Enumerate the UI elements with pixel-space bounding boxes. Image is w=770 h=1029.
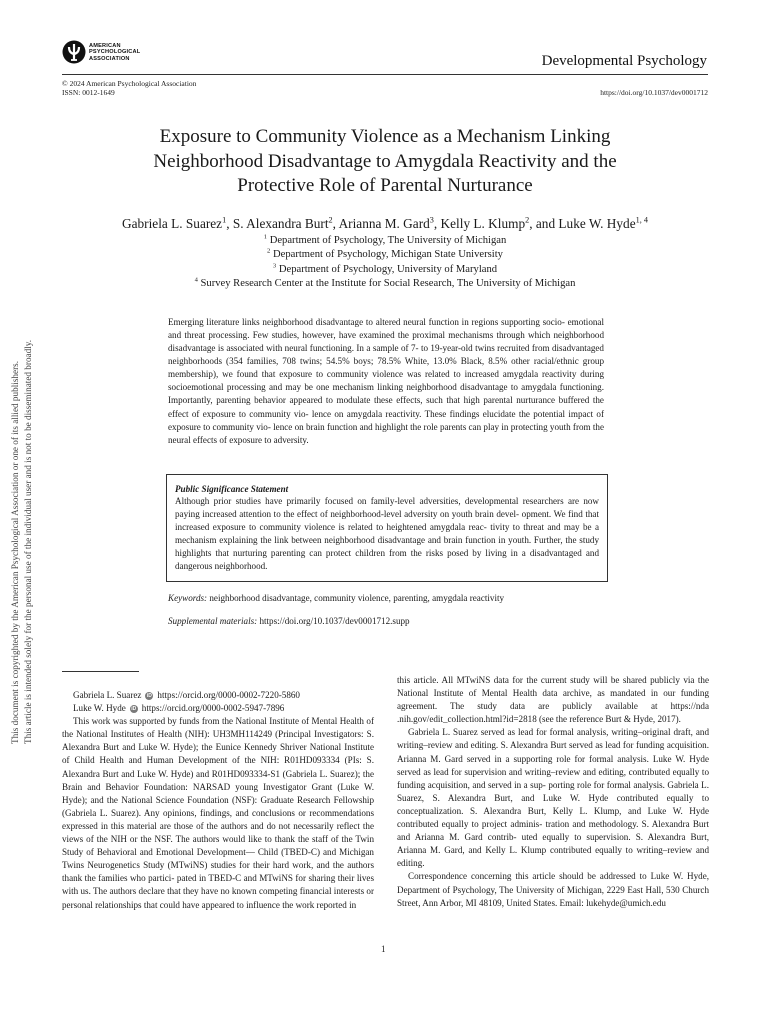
text-line: twins recruited from disadvantaged neighborhoods (354 families, 708 twins; 54.5% boys; 78.5% White, — [168, 343, 604, 367]
text-line: R01HD093334-S1 (Gabriela L. Suarez); the Brain and Behavior Foundation: — [62, 768, 374, 792]
author: Arianna M. Gard$^3$, — [338, 215, 441, 231]
watermark-line-2: This article is intended solely for the personal use of the individual user and is not to be disseminated broadly. — [23, 339, 33, 744]
publisher-wordmark: AMERICAN PSYCHOLOGICAL ASSOCIATION — [89, 43, 141, 62]
copyright-notice: © 2024 American Psychological Association — [62, 79, 197, 88]
text-line: draft, and writing–review and editing. S. Alexandra Burt served as lead for — [397, 727, 709, 751]
text-line: modulate these effects, such that high parental nurturance buffered the effect of exposure to community vio- — [168, 395, 604, 419]
keywords-label: Keywords: — [168, 593, 208, 603]
text-line: opment. We find that increased exposure to community violence is related to heightened amygdala reac- — [175, 509, 599, 533]
supplemental-link[interactable]: https://doi.org/10.1037/dev0001712.supp — [259, 616, 410, 626]
watermark-line-1: This document is copyrighted by the American Psychological Association or one of its allied publishers. — [10, 361, 20, 744]
affiliation: $^2$ Department of Psychology, Michigan State University — [267, 247, 503, 261]
text-line: was related to increased amygdala reactivity during socioemotional processing and may be one mechanism — [168, 369, 604, 393]
text-line: our funding agreement. The study data are publicly available at https://nda — [397, 688, 709, 712]
orcid-icon: iD — [131, 705, 137, 712]
issn: ISSN: 0012-1649 — [62, 87, 115, 97]
text-line: from the risks posed by living in a disadvantaged and dangerous neighborhood. — [175, 548, 599, 572]
text-line: .nih.gov/edit_collection.html?id=2818 (see the reference Burt & Hyde, — [397, 714, 656, 725]
text-line: expressed in this material are those of the authors and do not necessarily — [62, 820, 334, 831]
text-line: lence on brain function and highlight the role parents can play in protecting youth from the neural effects of — [168, 421, 604, 445]
doi-link[interactable]: https://doi.org/10.1037/dev0001712 — [600, 88, 708, 97]
text-line: 13.0% Black, 8.5% other racial/ethnic group membership), we found that exposure to community violence — [168, 356, 604, 380]
text-line: emotional and threat processing. Few studies, however, have examined the proximal mechanisms through — [168, 317, 604, 341]
publication-meta — [62, 80, 196, 97]
text-line: funding acquisition. Arianna M. Gard served in a supporting role for formal — [397, 740, 710, 764]
text-line: and editing, contributed equally to funding acquisition, and served in a sup- — [397, 766, 710, 790]
text-line: L. Suarez). Any opinions, findings, and conclusions or recommendations — [99, 807, 374, 818]
text-line: reflect the views of the NIH or the NSF. The authors would like to thank — [62, 820, 375, 845]
public-significance-box — [166, 474, 608, 582]
text-line: relationships that could have appeared to influence the work reported in — [95, 899, 357, 910]
journal-name: Developmental Psychology — [541, 53, 707, 69]
text-line: Kelly L. Klump contributed equally to writing–review and editing. — [397, 845, 709, 869]
text-line: lence on amygdala reactivity. These findings elucidate the potential impact of exposure to community vio- — [168, 408, 604, 432]
keywords — [168, 593, 504, 603]
copyright-watermark — [0, 0, 50, 1024]
text-line: Science Foundation (NSF): Graduate Research Fellowship (Gabriela — [62, 794, 374, 818]
orcid-entry: Luke W. Hyde iD https://orcid.org/0000-0002-5947-7896 — [62, 702, 374, 715]
supplemental-materials — [168, 616, 410, 626]
text-line: Kelly L. Klump, and Luke W. Hyde contributed equally to project adminis- — [397, 805, 710, 830]
contributions-note — [397, 726, 709, 870]
footnote-rule — [62, 671, 139, 672]
author: Luke W. Hyde$^{1, 4}$ — [558, 215, 648, 231]
text-line: lukehyde@umich.edu — [586, 897, 666, 908]
public-significance-text — [175, 495, 599, 574]
title-line: Protective Role of Parental Nurturance — [237, 175, 533, 196]
text-line: Emerging literature links neighborhood disadvantage to altered neural function in regions supporting socio- — [168, 317, 565, 327]
supplemental-label: Supplemental materials: — [168, 616, 258, 626]
text-line: which neighborhood disadvantage is associated with neural functioning. In a sample of 7- to 19-year-old — [168, 330, 604, 354]
author: S. Alexandra Burt$^2$, — [232, 215, 339, 231]
text-line: Investigators: S. Alexandra Burt and Luke W. Hyde); the Eunice Kennedy — [62, 729, 374, 753]
text-line: exposure to adversity. — [229, 434, 309, 445]
header-rule — [62, 74, 708, 75]
text-line: Correspondence concerning this article should be addressed to Luke — [408, 871, 670, 882]
data-sharing-note — [397, 674, 709, 726]
author: Gabriela L. Suarez$^1$, — [122, 215, 233, 231]
text-line: uted equally to supervision. S. Alexandra Burt, Arianna M. Gard, and — [397, 832, 710, 856]
text-line: 2017). — [657, 714, 681, 725]
text-line: tivity to threat and may be a mechanism explaining the link between neighborhood disadvantage and — [175, 522, 599, 546]
psi-icon — [62, 40, 86, 64]
text-line: via the National Institute of Mental Health data archive, as mandated in — [397, 675, 709, 699]
text-line: W. Hyde, Department of Psychology, The University of Michigan, 2229 — [397, 871, 710, 895]
text-line: the NIH: R01HD093334 (PIs: S. Alexandra Burt and Luke W. Hyde) and — [62, 755, 374, 779]
text-line: Although prior studies have primarily focused on family-level adversities, developmental researchers — [175, 496, 564, 506]
text-line: the staff of the Twin Study of Behavioral and Emotional Development— — [62, 834, 374, 858]
article-title — [95, 125, 675, 199]
text-line: NARSAD young Investigator Grant (Luke W. Hyde); and the National — [62, 781, 374, 805]
text-line: analysis. Luke W. Hyde served as lead for supervision and writing–review — [397, 753, 710, 777]
text-line: this article. All MTwiNS data for the current study will be shared publicly — [397, 675, 680, 685]
text-line: East Hall, 530 Church Street, Ann Arbor, MI 48109, United States. Email: — [397, 884, 709, 908]
text-line: brain function in youth. Further, the study highlights that nurturing parenting can protect children — [175, 535, 599, 559]
text-line: Health of the National Institutes of Health (NIH): UH3MH114249 (Principal — [62, 716, 374, 740]
affiliation-list — [60, 234, 710, 292]
affiliation: $^1$ Department of Psychology, The University of Michigan — [263, 233, 507, 246]
text-line: Gabriela L. Suarez served as lead for formal analysis, writing–original — [408, 727, 671, 738]
text-line: porting role for formal analysis. Gabriela L. Suarez, S. Alexandra Burt, and — [397, 779, 710, 803]
footnote-left-column — [62, 689, 374, 912]
title-line: Neighborhood Disadvantage to Amygdala Reactivity and the — [153, 150, 617, 172]
text-line: studies for their hard work, and the authors thank the families who partici- — [62, 860, 374, 884]
text-line: Shriver National Institute of Child Health and Human Development of — [62, 742, 374, 766]
footnote-right-column — [397, 674, 709, 910]
funding-note — [62, 715, 374, 911]
orcid-icon: iD — [146, 692, 152, 699]
affiliation: $^4$ Survey Research Center at the Institute for Social Research, The University of Michigan — [194, 276, 576, 290]
public-significance-heading: Public Significance Statement — [175, 484, 289, 494]
orcid-link[interactable]: https://orcid.org/0000-0002-5947-7896 — [141, 703, 285, 714]
text-line: Child (TBED-C) and Michigan Twins Neurogenetics Study (MTwiNS) — [62, 847, 374, 871]
page-number: 1 — [381, 944, 386, 954]
text-line: are now paying increased attention to the effect of neighborhood-level adversity on youth brain devel- — [175, 496, 599, 520]
abstract — [168, 316, 604, 447]
text-line: This work was supported by funds from the National Institute of Mental — [73, 716, 338, 727]
author: Kelly L. Klump$^2$, and — [440, 215, 559, 231]
keywords-text: neighborhood disadvantage, community violence, parenting, amygdala reactivity — [209, 593, 505, 603]
affiliation: $^3$ Department of Psychology, University of Maryland — [272, 262, 498, 275]
text-line: linking neighborhood disadvantage to amygdala functioning. Importantly, parenting behavior appeared to — [168, 382, 605, 406]
title-line: Exposure to Community Violence as a Mechanism Linking — [159, 126, 611, 147]
text-line: declare that they have no known competing financial interests or personal — [62, 886, 375, 910]
author-list — [60, 216, 710, 232]
apa-logo — [62, 40, 152, 70]
text-line: pated in TBED-C and MTwiNS for sharing their lives with us. The authors — [62, 873, 374, 897]
orcid-entry: Gabriela L. Suarez iD https://orcid.org/0000-0002-7220-5860 — [62, 689, 374, 702]
correspondence-note — [397, 870, 709, 909]
orcid-link[interactable]: https://orcid.org/0000-0002-7220-5860 — [157, 690, 300, 700]
text-line: tration and methodology. S. Alexandra Burt and Arianna M. Gard contrib- — [397, 819, 710, 843]
text-line: Luke W. Hyde contributed equally to conceptualization. S. Alexandra Burt, — [397, 792, 709, 816]
